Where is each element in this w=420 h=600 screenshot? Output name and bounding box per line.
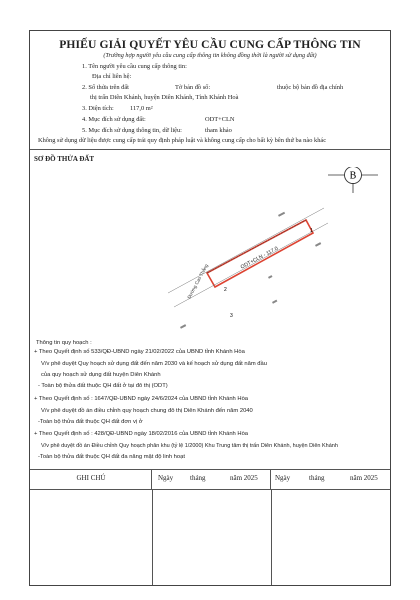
date2-year: năm 2025 (350, 474, 378, 482)
area-label: 3. Diện tích: (82, 105, 114, 112)
road-edge (168, 208, 328, 307)
planning-decision-2: + Theo Quyết định số : 1647/QĐ-UBND ngày 24/6/2024 của UBND tỉnh Khánh Hòa (34, 396, 249, 402)
parcel-number-label: 2. Số thửa trên đất (82, 84, 129, 91)
usage-notice: Không sử dụng dữ liệu được cung cấp trái quy định pháp luật và không cung cấp cho bất kỳ bên thứ ba nào khác (38, 137, 327, 144)
info-sheet (29, 30, 391, 586)
date-cell-2 (271, 469, 390, 489)
note-cell (30, 469, 152, 489)
date2-month: tháng (309, 474, 325, 482)
parcel-land-label: ODT+CLN - 117.0 (239, 245, 280, 271)
parcel-diagram (160, 167, 385, 337)
road-name-label: Đường Cao Thắng (186, 263, 209, 300)
divider-top (30, 149, 390, 150)
sheet-subtitle: (Trường hợp người yêu cầu cung cấp thông tin không đồng thời là người sử dụng đất) (103, 52, 317, 59)
cadastral-map-label: thuộc bộ bản đồ địa chính (277, 84, 344, 91)
contact-address-line: Địa chỉ liên hệ: (92, 73, 132, 80)
compass-letter: B (349, 170, 357, 182)
planning-heading: Thông tin quy hoạch : (36, 340, 92, 346)
map-sheet-label: Tờ bản đồ số: (175, 84, 211, 91)
planning-decision-1: + Theo Quyết định số 533/QĐ-UBND ngày 21/02/2022 của UBND tỉnh Khánh Hòa (34, 349, 245, 355)
date-cell-1 (152, 469, 271, 489)
location-line: thị trấn Diên Khánh, huyện Diên Khánh, Tỉnh Khánh Hoà (90, 94, 239, 101)
divider-footer-bottom (30, 489, 390, 490)
footer-row (30, 469, 390, 489)
planning-decision-3-detail: V/v phê duyệt đồ án Điều chỉnh Quy hoạch phân khu (tỷ lệ 1/2000) Khu Trung tâm thị trấn Diên Khánh, huyện Diên Khánh (41, 443, 338, 449)
requester-name-line: 1. Tên người yêu cầu cung cấp thông tin: (82, 63, 187, 70)
note-label: GHI CHÚ (76, 474, 106, 482)
corner-label-3: 3 (230, 313, 233, 319)
planning-decision-1-detail: V/v phê duyệt Quy hoạch sử dụng đất đến năm 2030 và kế hoạch sử dụng đất năm đầu (41, 361, 267, 367)
planning-decision-3-scope: -Toàn bộ thửa đất thuộc QH đất đa năng mật độ linh hoạt (38, 454, 185, 460)
land-use-label: 4. Mục đích sử dụng đất: (82, 116, 146, 123)
parcel-outline (207, 220, 313, 287)
info-purpose-value: tham khảo (205, 127, 232, 134)
area-value: 117,0 m² (130, 105, 153, 112)
planning-decision-3: + Theo Quyết định số : 428/QĐ-UBND ngày 18/02/2016 của UBND tỉnh Khánh Hòa (34, 431, 249, 437)
planning-decision-1-detail-2: của quy hoạch sử dụng đất huyện Diên Khánh (41, 372, 161, 378)
planning-decision-2-detail: V/v phê duyệt đồ án điều chỉnh quy hoạch chung đô thị Diên Khánh đến năm 2040 (41, 408, 253, 414)
date2-day: Ngày (275, 474, 291, 482)
sheet-title: PHIẾU GIẢI QUYẾT YÊU CẦU CUNG CẤP THÔNG TIN (59, 38, 361, 51)
planning-decision-1-scope: - Toàn bộ thửa đất thuộc QH đất ở tại đô thị (ODT) (38, 383, 168, 389)
planning-decision-2-scope: -Toàn bộ thửa đất thuộc QH đất đơn vị ở (38, 419, 143, 425)
corner-label-1: 1 (310, 228, 313, 234)
signature-divider-2 (271, 489, 272, 585)
diagram-label: SƠ ĐỒ THỬA ĐẤT (34, 155, 95, 163)
corner-label-2: 2 (224, 287, 227, 293)
signature-divider-1 (152, 489, 153, 585)
land-use-value: ODT+CLN (205, 116, 235, 123)
date1-day: Ngày (158, 474, 174, 482)
date1-year: năm 2025 (230, 474, 258, 482)
compass-icon (328, 167, 378, 193)
info-purpose-label: 5. Mục đích sử dụng thông tin, dữ liệu: (82, 127, 182, 134)
date1-month: tháng (190, 474, 206, 482)
